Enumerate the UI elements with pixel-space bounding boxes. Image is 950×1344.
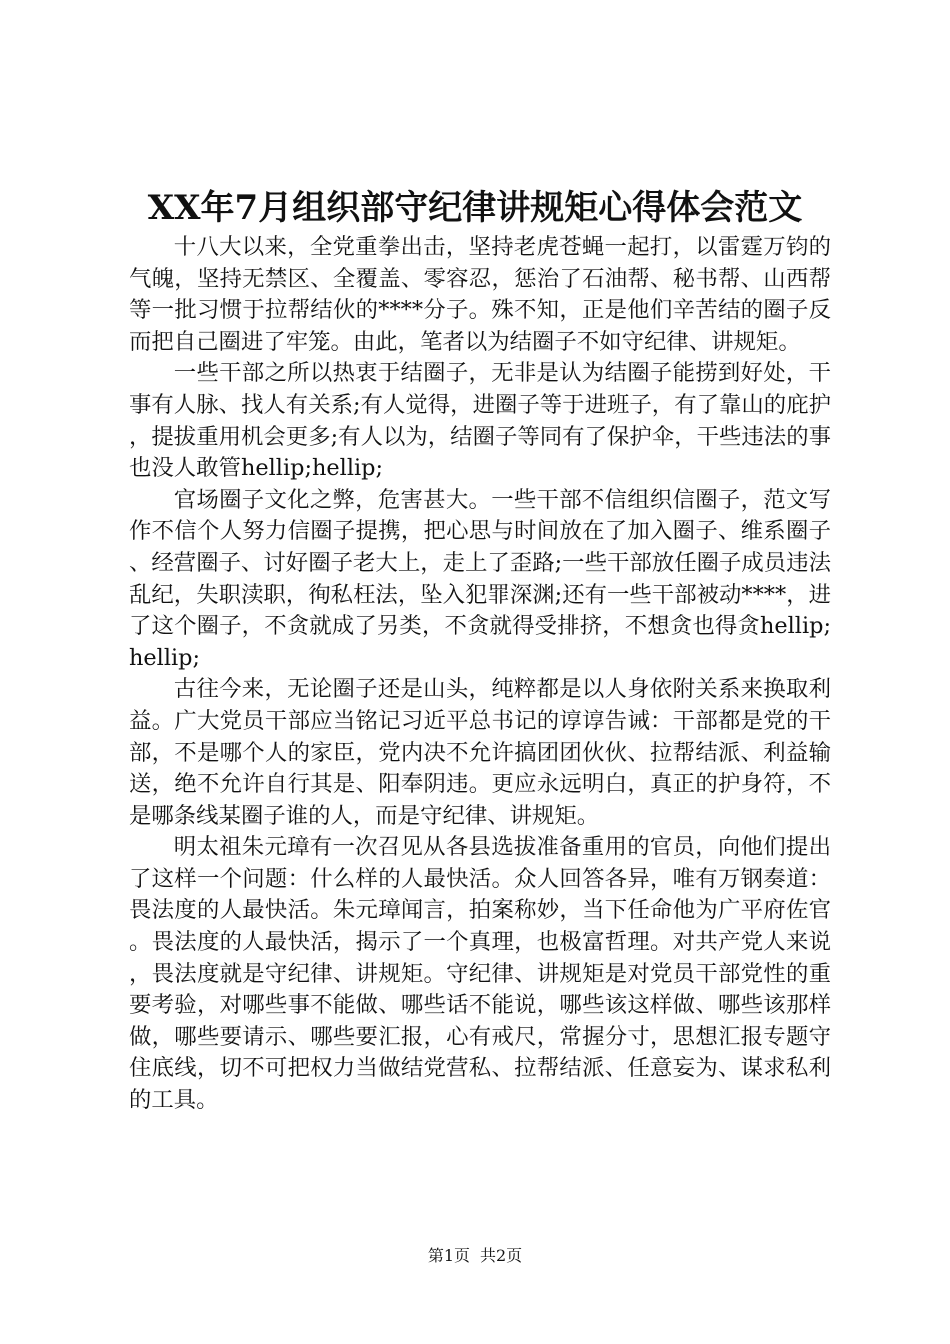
paragraph: 古往今来，无论圈子还是山头，纯粹都是以人身依附关系来换取利益。广大党员干部应当铭记习近平总书记的谆谆告诫：干部都是党的干部，不是哪个人的家臣，党内决不允许搞团团伙伙、拉帮结派、利益输送，绝不允许自行其是、阳奉阴违。更应永远明白，真正的护身符，不是哪条线某圈子谁的人，而是守纪律、讲规矩。	[129, 676, 831, 829]
page-number: 第1页	[427, 1246, 470, 1265]
document-title: XX年7月组织部守纪律讲规矩心得体会范文	[147, 188, 803, 228]
paragraph: 一些干部之所以热衷于结圈子，无非是认为结圈子能捞到好处，干事有人脉、找人有关系;有人觉得，进圈子等于进班子，有了靠山的庇护，提拔重用机会更多;有人以为，结圈子等同有了保护伞，干些违法的事也没人敢管hellip;hellip;	[129, 360, 831, 482]
page-footer	[0, 1245, 950, 1267]
paragraph: 十八大以来，全党重拳出击，坚持老虎苍蝇一起打，以雷霆万钧的气魄，坚持无禁区、全覆盖、零容忍，惩治了石油帮、秘书帮、山西帮等一批习惯于拉帮结伙的****分子。殊不知，正是他们辛苦结的圈子反而把自己圈进了牢笼。由此，笔者以为结圈子不如守纪律、讲规矩。	[129, 234, 831, 355]
page-total: 共2页	[480, 1246, 523, 1265]
paragraph: 明太祖朱元璋有一次召见从各县选拔准备重用的官员，向他们提出了这样一个问题：什么样的人最快活。众人回答各异，唯有万钢奏道：畏法度的人最快活。朱元璋闻言，拍案称妙，当下任命他为广平府佐官。畏法度的人最快活，揭示了一个真理，也极富哲理。对共产党人来说，畏法度就是守纪律、讲规矩。守纪律、讲规矩是对党员干部党性的重要考验，对哪些事不能做、哪些话不能说，哪些该这样做、哪些该那样做，哪些要请示、哪些要汇报，心有戒尺，常握分寸，思想汇报专题守住底线，切不可把权力当做结党营私、拉帮结派、任意妄为、谋求私利的工具。	[129, 834, 831, 1114]
paragraph: 官场圈子文化之弊，危害甚大。一些干部不信组织信圈子，范文写作不信个人努力信圈子提携，把心思与时间放在了加入圈子、维系圈子、经营圈子、讨好圈子老大上，走上了歪路;一些干部放任圈子成员违法乱纪，失职渎职，徇私枉法，坠入犯罪深渊;还有一些干部被动****，进了这个圈子，不贪就成了另类，不贪就得受排挤，不想贪也得贪hellip;hellip;	[129, 486, 831, 671]
document-body	[129, 232, 831, 1117]
